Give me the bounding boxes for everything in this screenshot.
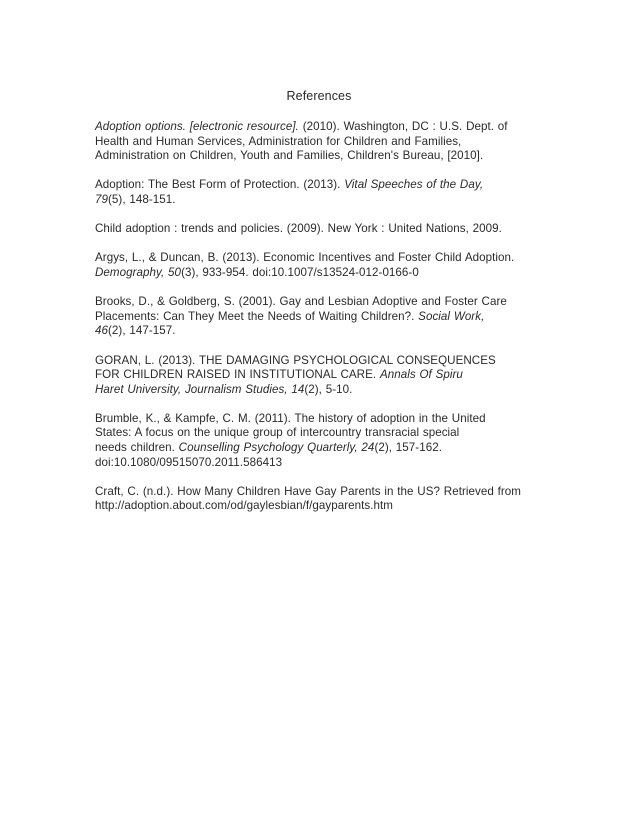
reference-text: doi:10.1080/09515070.2011.586413	[95, 455, 283, 469]
reference-line	[95, 309, 551, 325]
reference-italic-text: Demography, 50	[95, 265, 182, 279]
reference-line	[95, 426, 551, 441]
reference-italic-text: Annals Of Spiru	[379, 368, 463, 382]
reference-text: Brumble, K., & Kampfe, C. M. (2011). The history of adoption in the United	[95, 411, 486, 425]
reference-text: Placements: Can They Meet the Needs of Waiting Children?.	[95, 309, 419, 323]
reference-line	[95, 324, 551, 339]
reference-line	[95, 178, 551, 193]
reference-text: Craft, C. (n.d.). How Many Children Have Gay Parents in the US? Retrieved from	[95, 484, 521, 498]
reference-entry	[95, 120, 551, 164]
reference-line	[95, 295, 551, 310]
page-title: References	[286, 89, 352, 103]
reference-line	[95, 484, 551, 500]
reference-entry	[95, 295, 551, 339]
reference-italic-text: 79	[95, 192, 108, 206]
reference-line	[95, 455, 551, 471]
reference-text: Argys, L., & Duncan, B. (2013). Economic Incentives and Foster Child Adoption.	[95, 251, 515, 265]
reference-entry	[95, 222, 551, 237]
reference-text: (5), 148-151.	[108, 192, 176, 206]
reference-entry	[95, 412, 551, 470]
reference-line	[95, 441, 551, 456]
reference-line	[95, 120, 551, 135]
reference-text: needs children.	[95, 441, 179, 455]
reference-line	[95, 411, 551, 427]
reference-line	[95, 265, 551, 281]
reference-text: Administration on Children, Youth and Families, Children's Bureau, [2010].	[95, 149, 484, 163]
reference-text: (2), 147-157.	[108, 324, 176, 338]
reference-text: GORAN, L. (2013). THE DAMAGING PSYCHOLOGICAL CONSEQUENCES	[95, 353, 496, 367]
reference-italic-text: Haret University, Journalism Studies, 14	[95, 382, 305, 396]
reference-text: (2010). Washington, DC : U.S. Dept. of	[298, 120, 508, 133]
reference-line	[95, 382, 551, 398]
reference-text: Adoption: The Best Form of Protection. (2013).	[95, 178, 345, 192]
reference-line	[95, 353, 551, 369]
reference-line	[95, 222, 551, 237]
reference-line	[95, 149, 551, 164]
reference-text: FOR CHILDREN RAISED IN INSTITUTIONAL CARE.	[95, 368, 380, 382]
reference-text: http://adoption.about.com/od/gaylesbian/f/gayparents.htm	[95, 499, 393, 513]
reference-italic-text: Social Work,	[418, 309, 485, 323]
reference-text: (2), 157-162.	[374, 441, 442, 455]
reference-line	[95, 192, 551, 208]
reference-text: States: A focus on the unique group of intercountry transracial special	[95, 426, 460, 440]
reference-line	[95, 134, 551, 150]
reference-italic-text: Counselling Psychology Quarterly, 24	[178, 441, 375, 455]
reference-entry	[95, 485, 551, 514]
reference-italic-text: Vital Speeches of the Day,	[344, 178, 484, 192]
reference-text: Child adoption : trends and policies. (2009). New York : United Nations, 2009.	[95, 222, 502, 236]
reference-line	[95, 368, 551, 383]
reference-line	[95, 251, 551, 266]
reference-list	[95, 120, 551, 529]
reference-entry	[95, 251, 551, 280]
reference-text: (3), 933-954. doi:10.1007/s13524-012-0166-0	[181, 265, 419, 279]
reference-italic-text: 46	[95, 324, 108, 338]
reference-text: Health and Human Services, Administration for Children and Families,	[95, 134, 462, 148]
reference-entry	[95, 354, 551, 398]
reference-text: (2), 5-10.	[304, 382, 353, 396]
reference-italic-text: Adoption options. [electronic resource].	[95, 120, 299, 133]
reference-entry	[95, 178, 551, 207]
reference-text: Brooks, D., & Goldberg, S. (2001). Gay and Lesbian Adoptive and Foster Care	[95, 295, 507, 309]
reference-line	[95, 499, 551, 514]
